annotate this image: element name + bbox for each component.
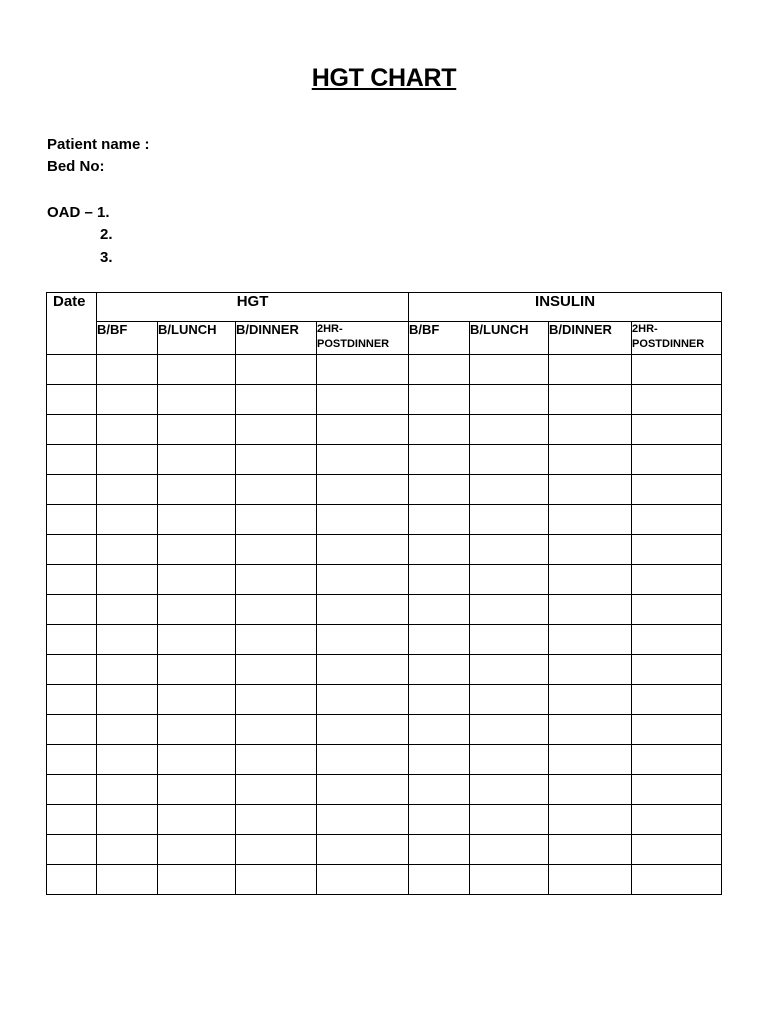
table-cell bbox=[549, 715, 632, 745]
table-cell bbox=[549, 535, 632, 565]
table-cell bbox=[236, 475, 317, 505]
table-cell bbox=[97, 715, 158, 745]
table-cell bbox=[236, 805, 317, 835]
insulin-col-bdinner: B/DINNER bbox=[549, 322, 632, 355]
table-cell bbox=[97, 595, 158, 625]
table-cell bbox=[409, 805, 470, 835]
table-cell bbox=[317, 775, 409, 805]
table-cell bbox=[317, 355, 409, 385]
table-cell bbox=[47, 805, 97, 835]
table-cell bbox=[409, 745, 470, 775]
table-row bbox=[47, 625, 722, 655]
table-cell bbox=[549, 805, 632, 835]
hgt-col-blunch: B/LUNCH bbox=[158, 322, 236, 355]
table-cell bbox=[236, 835, 317, 865]
table-cell bbox=[632, 835, 722, 865]
table-cell bbox=[632, 565, 722, 595]
table-cell bbox=[409, 505, 470, 535]
table-row bbox=[47, 505, 722, 535]
table-cell bbox=[47, 595, 97, 625]
table-cell bbox=[632, 745, 722, 775]
table-cell bbox=[632, 625, 722, 655]
table-cell bbox=[47, 445, 97, 475]
table-cell bbox=[236, 715, 317, 745]
table-cell bbox=[47, 565, 97, 595]
table-row bbox=[47, 835, 722, 865]
table-cell bbox=[470, 745, 549, 775]
table-cell bbox=[470, 355, 549, 385]
table-cell bbox=[632, 685, 722, 715]
table-cell bbox=[236, 535, 317, 565]
table-cell bbox=[470, 445, 549, 475]
table-cell bbox=[317, 835, 409, 865]
bed-no-label: Bed No: bbox=[47, 158, 105, 175]
table-cell bbox=[409, 415, 470, 445]
table-row bbox=[47, 775, 722, 805]
table-cell bbox=[632, 535, 722, 565]
table-cell bbox=[409, 835, 470, 865]
table-cell bbox=[236, 505, 317, 535]
table-cell bbox=[317, 415, 409, 445]
table-cell bbox=[158, 505, 236, 535]
table-cell bbox=[470, 415, 549, 445]
table-cell bbox=[632, 805, 722, 835]
table-cell bbox=[317, 745, 409, 775]
table-cell bbox=[47, 745, 97, 775]
table-cell bbox=[549, 445, 632, 475]
table-cell bbox=[236, 415, 317, 445]
table-cell bbox=[470, 715, 549, 745]
table-cell bbox=[632, 865, 722, 895]
table-cell bbox=[97, 775, 158, 805]
table-cell bbox=[158, 685, 236, 715]
table-row bbox=[47, 565, 722, 595]
insulin-col-bbf: B/BF bbox=[409, 322, 470, 355]
table-cell bbox=[549, 685, 632, 715]
table-cell bbox=[470, 385, 549, 415]
table-cell bbox=[236, 565, 317, 595]
table-cell bbox=[47, 685, 97, 715]
table-cell bbox=[409, 775, 470, 805]
table-cell bbox=[549, 745, 632, 775]
table-cell bbox=[632, 415, 722, 445]
table-row bbox=[47, 595, 722, 625]
table-cell bbox=[158, 865, 236, 895]
table-cell bbox=[470, 535, 549, 565]
table-cell bbox=[409, 475, 470, 505]
table-cell bbox=[632, 355, 722, 385]
table-cell bbox=[317, 655, 409, 685]
table-cell bbox=[236, 625, 317, 655]
table-cell bbox=[236, 775, 317, 805]
table-cell bbox=[236, 385, 317, 415]
patient-name-label: Patient name : bbox=[47, 136, 150, 153]
table-cell bbox=[158, 775, 236, 805]
table-cell bbox=[317, 505, 409, 535]
table-cell bbox=[158, 565, 236, 595]
table-cell bbox=[549, 865, 632, 895]
table-cell bbox=[158, 385, 236, 415]
table-cell bbox=[97, 535, 158, 565]
table-cell bbox=[317, 385, 409, 415]
table-cell bbox=[317, 865, 409, 895]
table-cell bbox=[236, 595, 317, 625]
table-cell bbox=[470, 625, 549, 655]
table-cell bbox=[47, 715, 97, 745]
table-cell bbox=[97, 865, 158, 895]
insulin-col-2hr-postdinner: 2HR-POSTDINNER bbox=[632, 322, 722, 355]
table-cell bbox=[97, 625, 158, 655]
table-cell bbox=[409, 595, 470, 625]
table-cell bbox=[47, 865, 97, 895]
table-cell bbox=[97, 385, 158, 415]
table-cell bbox=[549, 415, 632, 445]
oad-item-2: 2. bbox=[100, 226, 113, 243]
table-cell bbox=[317, 475, 409, 505]
table-cell bbox=[409, 625, 470, 655]
table-cell bbox=[47, 535, 97, 565]
table-cell bbox=[97, 355, 158, 385]
table-cell bbox=[97, 445, 158, 475]
table-row bbox=[47, 415, 722, 445]
table-cell bbox=[97, 655, 158, 685]
chart-title: HGT CHART bbox=[311, 64, 457, 92]
table-cell bbox=[47, 475, 97, 505]
table-cell bbox=[47, 835, 97, 865]
table-cell bbox=[158, 745, 236, 775]
table-cell bbox=[549, 385, 632, 415]
table-cell bbox=[470, 475, 549, 505]
table-cell bbox=[317, 715, 409, 745]
oad-label: OAD – 1. bbox=[47, 204, 110, 221]
table-cell bbox=[470, 655, 549, 685]
table-cell bbox=[632, 715, 722, 745]
table-cell bbox=[549, 655, 632, 685]
table-cell bbox=[97, 475, 158, 505]
table-cell bbox=[47, 385, 97, 415]
table-cell bbox=[632, 775, 722, 805]
table-row bbox=[47, 355, 722, 385]
table-row bbox=[47, 715, 722, 745]
date-header: Date bbox=[47, 293, 97, 355]
table-cell bbox=[158, 475, 236, 505]
table-cell bbox=[158, 445, 236, 475]
table-cell bbox=[549, 505, 632, 535]
table-cell bbox=[158, 355, 236, 385]
table-body bbox=[47, 355, 722, 895]
table-cell bbox=[236, 655, 317, 685]
hgt-col-2hr-postdinner: 2HR-POSTDINNER bbox=[317, 322, 409, 355]
table-cell bbox=[409, 445, 470, 475]
table-cell bbox=[236, 355, 317, 385]
table-cell bbox=[470, 775, 549, 805]
table-cell bbox=[632, 505, 722, 535]
table-cell bbox=[97, 745, 158, 775]
table-cell bbox=[409, 685, 470, 715]
table-cell bbox=[97, 685, 158, 715]
table-cell bbox=[549, 475, 632, 505]
table-cell bbox=[632, 655, 722, 685]
table-cell bbox=[236, 745, 317, 775]
table-cell bbox=[470, 565, 549, 595]
table-cell bbox=[409, 355, 470, 385]
table-cell bbox=[632, 595, 722, 625]
table-cell bbox=[632, 475, 722, 505]
table-cell bbox=[97, 415, 158, 445]
hgt-col-bdinner: B/DINNER bbox=[236, 322, 317, 355]
table-cell bbox=[97, 835, 158, 865]
oad-item-3: 3. bbox=[100, 249, 113, 266]
table-cell bbox=[317, 805, 409, 835]
table-row bbox=[47, 865, 722, 895]
table-cell bbox=[549, 355, 632, 385]
table-row bbox=[47, 535, 722, 565]
table-cell bbox=[317, 685, 409, 715]
table-row bbox=[47, 445, 722, 475]
table-cell bbox=[236, 685, 317, 715]
table-cell bbox=[97, 505, 158, 535]
table-cell bbox=[47, 655, 97, 685]
table-cell bbox=[409, 715, 470, 745]
table-cell bbox=[158, 655, 236, 685]
table-cell bbox=[158, 625, 236, 655]
table-cell bbox=[470, 865, 549, 895]
table-cell bbox=[409, 535, 470, 565]
table-cell bbox=[158, 715, 236, 745]
table-cell bbox=[549, 625, 632, 655]
table-cell bbox=[549, 565, 632, 595]
table-cell bbox=[632, 445, 722, 475]
table-cell bbox=[317, 445, 409, 475]
table-cell bbox=[158, 415, 236, 445]
table-row bbox=[47, 655, 722, 685]
table-cell bbox=[47, 775, 97, 805]
table-cell bbox=[470, 505, 549, 535]
table-cell bbox=[158, 535, 236, 565]
table-cell bbox=[317, 535, 409, 565]
table-cell bbox=[317, 625, 409, 655]
insulin-header: INSULIN bbox=[409, 293, 722, 322]
hgt-col-bbf: B/BF bbox=[97, 322, 158, 355]
table-cell bbox=[632, 385, 722, 415]
table-cell bbox=[97, 805, 158, 835]
table-cell bbox=[317, 565, 409, 595]
table-cell bbox=[409, 655, 470, 685]
table-row bbox=[47, 685, 722, 715]
table-cell bbox=[549, 835, 632, 865]
insulin-col-blunch: B/LUNCH bbox=[470, 322, 549, 355]
table-cell bbox=[47, 505, 97, 535]
table-cell bbox=[158, 835, 236, 865]
table-cell bbox=[47, 355, 97, 385]
table-row bbox=[47, 385, 722, 415]
table-cell bbox=[409, 865, 470, 895]
hgt-header: HGT bbox=[97, 293, 409, 322]
table-cell bbox=[236, 865, 317, 895]
table-cell bbox=[549, 775, 632, 805]
table-subheader-row bbox=[47, 322, 722, 355]
table-cell bbox=[47, 415, 97, 445]
table-row bbox=[47, 805, 722, 835]
table-cell bbox=[158, 805, 236, 835]
table-cell bbox=[47, 625, 97, 655]
table-cell bbox=[470, 685, 549, 715]
table-cell bbox=[97, 565, 158, 595]
table-cell bbox=[470, 595, 549, 625]
table-cell bbox=[317, 595, 409, 625]
hgt-chart-table bbox=[46, 292, 722, 895]
table-cell bbox=[236, 445, 317, 475]
table-cell bbox=[158, 595, 236, 625]
table-cell bbox=[470, 835, 549, 865]
table-row bbox=[47, 745, 722, 775]
table-cell bbox=[470, 805, 549, 835]
table-header-row bbox=[47, 293, 722, 322]
table-cell bbox=[549, 595, 632, 625]
table-cell bbox=[409, 385, 470, 415]
table-row bbox=[47, 475, 722, 505]
table-cell bbox=[409, 565, 470, 595]
